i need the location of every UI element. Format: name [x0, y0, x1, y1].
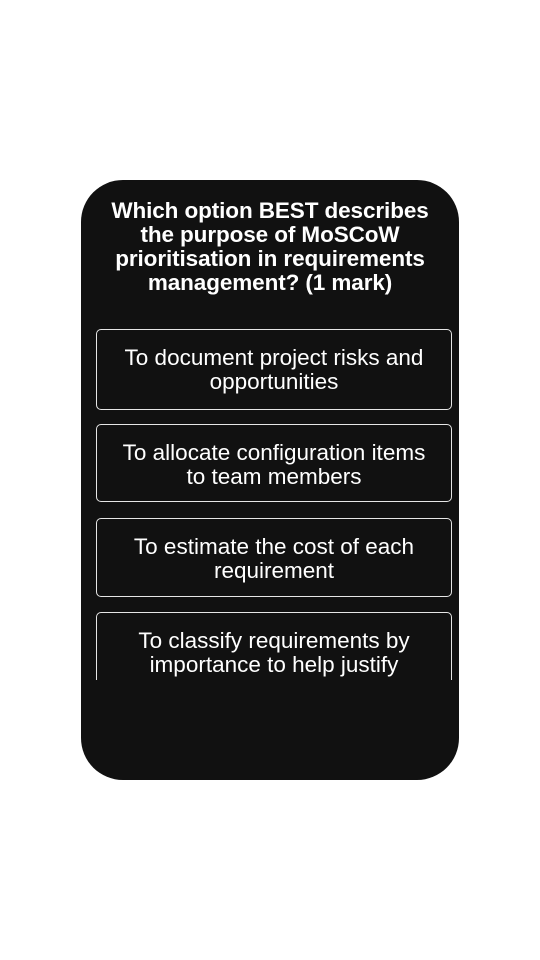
question-text: Which option BEST describes the purpose of MoSCoW prioritisation in requirements management? (1 mark)	[111, 198, 429, 295]
answer-option-allocate-configuration-items[interactable]: To allocate configuration items to team members	[96, 424, 452, 502]
answer-options-list[interactable]	[81, 320, 459, 680]
answer-option-estimate-cost[interactable]: To estimate the cost of each requirement	[96, 518, 452, 597]
quiz-card	[81, 180, 459, 780]
answer-option-document-risks[interactable]: To document project risks and opportunities	[96, 329, 452, 410]
answer-option-classify-requirements[interactable]: To classify requirements by importance to help justify	[96, 612, 452, 680]
